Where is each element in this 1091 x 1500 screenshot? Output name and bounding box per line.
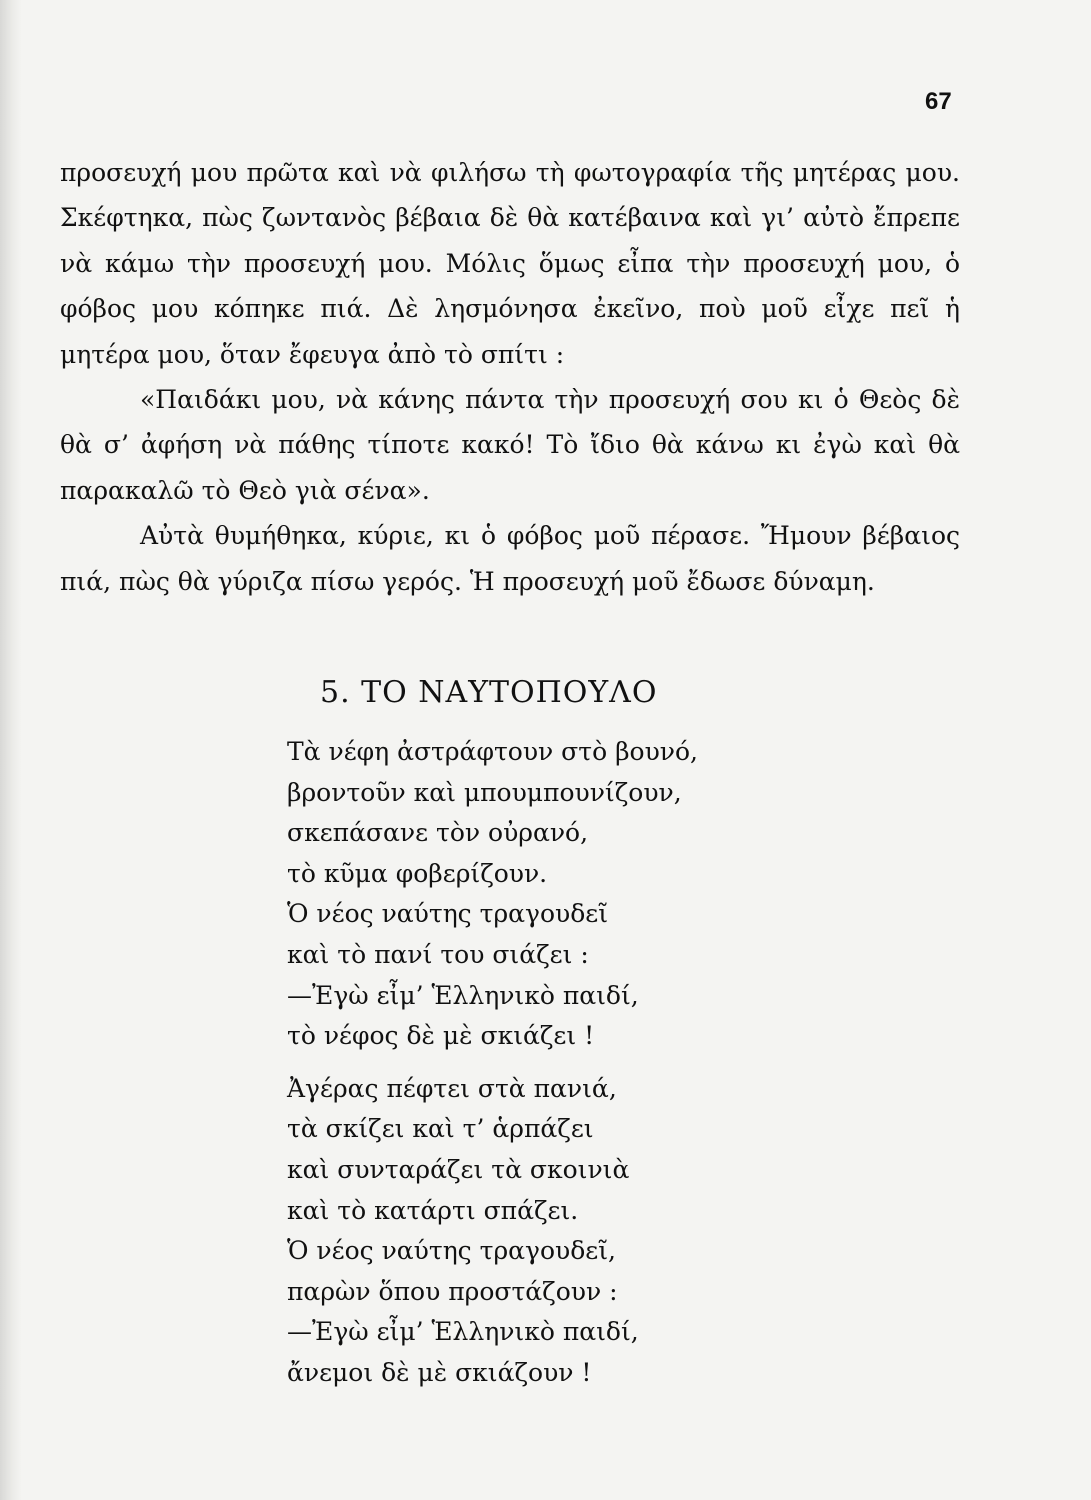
section-title: 5. ΤΟ ΝΑΥΤΟΠΟΥΛΟ xyxy=(320,675,658,710)
poem-verse: βροντοῦν καὶ μπουμπουνίζουν, xyxy=(287,777,682,807)
poem-verse: Ἀγέρας πέφτει στὰ πανιά, xyxy=(287,1073,617,1103)
poem-verse: καὶ συνταράζει τὰ σκοινιὰ xyxy=(287,1154,630,1184)
poem-verse: τὸ κῦμα φοβερίζουν. xyxy=(287,858,548,888)
paragraph: «Παιδάκι μου, νὰ κάνης πάντα τὴν προσευχή σου κι ὁ Θεὸς δὲ θὰ σ’ ἀφήση νὰ πάθης τίποτε κακό! Τὸ ἴδιο θὰ κάνω κι ἐγὼ καὶ θὰ παρακαλῶ τὸ Θεὸ γιὰ σένα». xyxy=(60,385,960,505)
poem-verse: Ὁ νέος ναύτης τραγουδεῖ, xyxy=(287,1236,616,1266)
page-number: 67 xyxy=(925,88,952,115)
poem-verse: τὸ νέφος δὲ μὲ σκιάζει ! xyxy=(287,1021,595,1051)
page-binding-edge xyxy=(0,0,22,1500)
poem-verse: σκεπάσανε τὸν οὐρανό, xyxy=(287,818,589,848)
poem-verse: Τὰ νέφη ἀστράφτουν στὸ βουνό, xyxy=(287,737,698,766)
poem-verse: καὶ τὸ πανί του σιάζει : xyxy=(287,939,589,969)
prose-text xyxy=(60,150,960,604)
poem-verse: τὰ σκίζει καὶ τ’ ἁρπάζει xyxy=(287,1114,594,1144)
poem-verse: —Ἐγὼ εἶμ’ Ἑλληνικὸ παιδί, xyxy=(287,980,639,1010)
poem xyxy=(287,732,698,1394)
poem-verse: ἄνεμοι δὲ μὲ σκιάζουν ! xyxy=(287,1357,592,1387)
paragraph: προσευχή μου πρῶτα καὶ νὰ φιλήσω τὴ φωτογραφία τῆς μητέρας μου. Σκέφτηκα, πὼς ζωντανὸς βέβαια δὲ θὰ κατέβαινα καὶ γι’ αὐτὸ ἔπρεπε νὰ κάμω τὴν προσευχή μου. Μόλις ὅμως εἶπα τὴν προσευχή μου, ὁ φόβος μου κόπηκε πιά. Δὲ λησμόνησα ἐκεῖνο, ποὺ μοῦ εἶχε πεῖ ἡ μητέρα μου, ὅταν ἔφευγα ἀπὸ τὸ σπίτι : xyxy=(60,158,960,369)
poem-verse: καὶ τὸ κατάρτι σπάζει. xyxy=(287,1195,579,1225)
poem-verse: παρὼν ὅπου προστάζουν : xyxy=(287,1276,618,1306)
poem-stanza xyxy=(287,1069,698,1394)
paragraph: Αὐτὰ θυμήθηκα, κύριε, κι ὁ φόβος μοῦ πέρασε. Ἤμουν βέβαιος πιά, πὼς θὰ γύριζα πίσω γερός. Ἡ προσευχή μοῦ ἔδωσε δύναμη. xyxy=(60,521,960,596)
poem-stanza xyxy=(287,732,698,1057)
poem-verse: —Ἐγὼ εἶμ’ Ἑλληνικὸ παιδί, xyxy=(287,1317,639,1347)
poem-verse: Ὁ νέος ναύτης τραγουδεῖ xyxy=(287,899,609,929)
